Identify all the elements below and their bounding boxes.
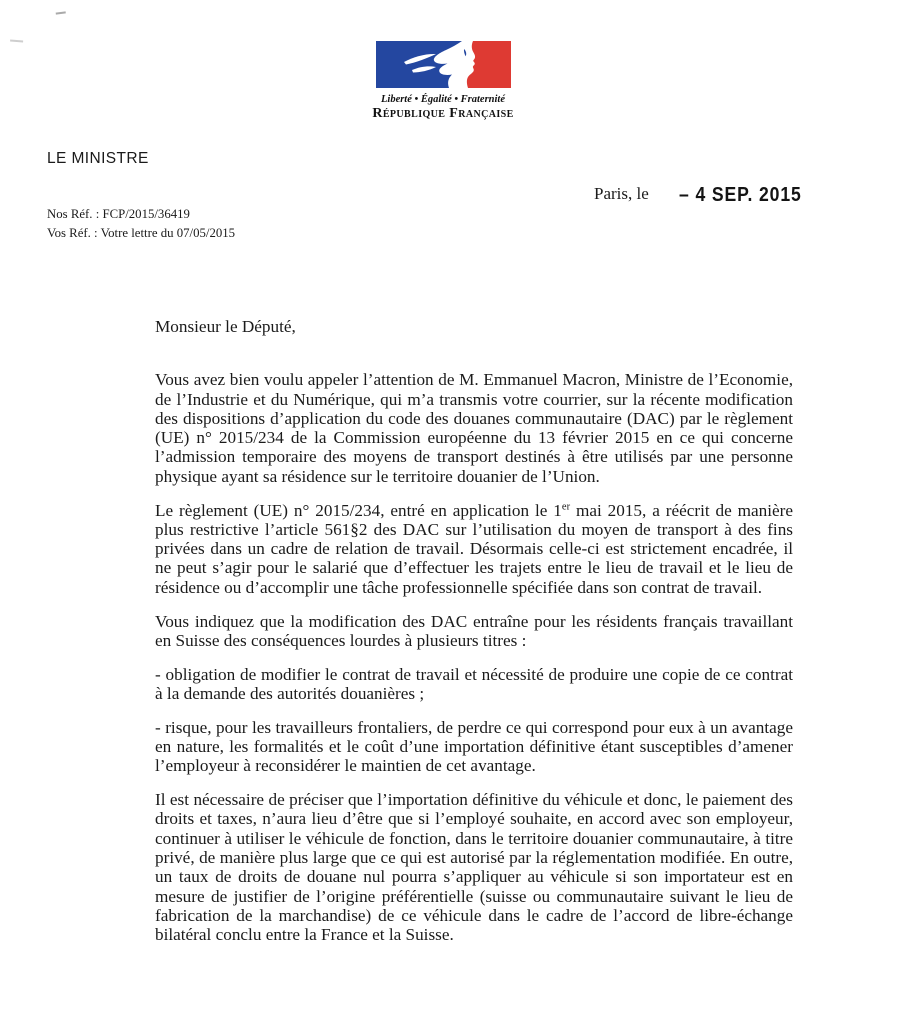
paragraph-1: Vous avez bien voulu appeler l’attention de M. Emmanuel Macron, Ministre de l’Economie, de l’Industrie et du Numérique, qui m’a transmis votre courrier, sur la récente modification des dispositions d’application du code des douanes communautaire (DAC) par le règlement (UE) n° 2015/234 de la Commission européenne du 13 février 2015 en ce qui concerne l’admission temporaire des moyens de transport destinés à être utilisés par une personne physique ayant sa résidence sur le territoire douanier de l’Union. [155,370,793,486]
salutation: Monsieur le Député, [155,317,296,336]
letter-body [155,317,793,945]
sender-title: LE MINISTRE [47,150,149,167]
date-stamp: – 4 SEP. 2015 [678,184,802,206]
republique-francaise-logo [371,41,515,122]
logo-motto: Liberté • Égalité • Fraternité [380,94,505,105]
dateline [594,182,818,205]
ordinal-superscript: er [561,500,571,512]
logo-republique-francaise: République Française [372,106,514,121]
our-reference: Nos Réf. : FCP/2015/36419 [47,207,190,221]
scan-artifact [56,11,67,18]
paragraph-2-text: Le règlement (UE) n° 2015/234, entré en application le 1 [155,500,562,520]
bullet-item-2: - risque, pour les travailleurs frontaliers, de perdre ce qui correspond pour eux à un avantage en nature, les formalités et le coût d’une importation définitive étant susceptibles d’amener l’employeur à reconsidérer le maintien de cet avantage. [155,717,793,776]
dateline-place: Paris, le [594,184,649,203]
paragraph-2-text-continued: mai 2015, a réécrit de manière plus restrictive l’article 561§2 des DAC sur l’utilisation du moyen de transport à des fins privées dans un cadre de relation de travail. Désormais celle-ci est strictement encadrée, il ne peut s’agir pour le salarié que d’effectuer les trajets entre le lieu de travail et le lieu de résidence ou d’accomplir une tâche professionnelle spécifiée dans son contrat de travail. [155,500,793,597]
scan-artifact [10,40,23,46]
bullet-item-1: - obligation de modifier le contrat de travail et nécessité de produire une copie de ce contrat à la demande des autorités douanières ; [155,664,793,703]
paragraph-2 [155,501,793,597]
marianne-flag-icon [376,41,511,88]
paragraph-3: Vous indiquez que la modification des DAC entraîne pour les résidents français travaillant en Suisse des conséquences lourdes à plusieurs titres : [155,611,793,650]
your-reference: Vos Réf. : Votre lettre du 07/05/2015 [47,225,236,240]
references-block [47,205,235,242]
paragraph-4: Il est nécessaire de préciser que l’importation définitive du véhicule et donc, le paiement des droits et taxes, n’aura lieu d’être que si l’employé souhaite, en accord avec son employeur, continuer à utiliser le véhicule de fonction, dans le territoire douanier communautaire, à titre privé, de manière plus large que ce qui est autorisé par la réglementation modifiée. En outre, un taux de droits de douane nul pourra s’appliquer au véhicule si son importateur est en mesure de justifier de l’origine préférentielle (suisse ou communautaire suivant le lieu de fabrication de la marchandise) de ce véhicule dans le cadre de l’accord de libre-échange bilatéral conclu entre la France et la Suisse. [155,790,793,945]
